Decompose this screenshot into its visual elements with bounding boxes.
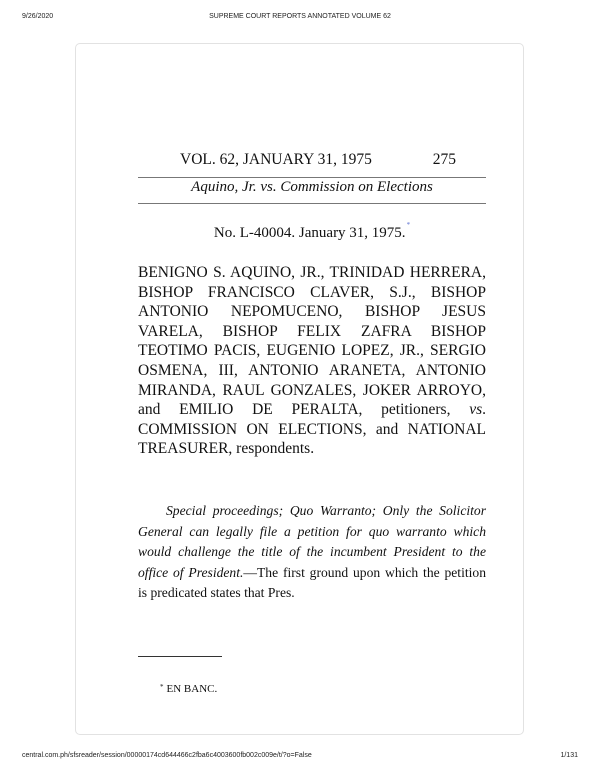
footnote: [160, 683, 217, 695]
syllabus-headnote: Special proceedings; Quo Warranto; Only the Solicitor General can legally file a petition for quo warranto which would challenge the title of the incumbent President to the office of President.: [138, 503, 486, 580]
parties-respondents: . COMMISSION ON ELECTIONS, and NATIONAL TREASURER, respondents.: [138, 401, 486, 458]
syllabus-paragraph: [138, 501, 486, 604]
syllabus-text: —The first ground upon which the petition is predicated states that Pres.: [138, 564, 486, 600]
versus-label: vs: [469, 401, 483, 419]
case-title: Aquino, Jr. vs. Commission on Elections: [191, 179, 433, 195]
docket-text: No. L-40004. January 31, 1975.: [213, 225, 406, 241]
footnote-marker: *: [160, 683, 164, 691]
volume-date: VOL. 62, JANUARY 31, 1975: [180, 151, 372, 168]
header-rule-bottom: [138, 203, 486, 204]
header-rule-top: [138, 177, 486, 178]
docket-number: [138, 221, 486, 242]
parties-petitioners: BENIGNO S. AQUINO, JR., TRINIDAD HERRERA, BISHOP FRANCISCO CLAVER, S.J., BISHOP ANTONIO NEPOMUCENO, BISHOP JESUS VARELA, BISHOP FELIX ZAFRA BISHOP TEOTIMO PACIS, EUGENIO LOPEZ, JR., SERGIO OSMENA, III, ANTONIO ARANETA, ANTONIO MIRANDA, RAUL GONZALES, JOKER ARROYO, and EMILIO DE PERALTA, petitioners,: [138, 264, 486, 419]
case-parties: [138, 263, 486, 459]
print-header-title: SUPREME COURT REPORTS ANNOTATED VOLUME 62: [209, 13, 391, 20]
footnote-rule: [138, 656, 222, 657]
footnote-link[interactable]: *: [406, 221, 411, 229]
footnote-text: EN BANC.: [166, 683, 218, 695]
page-number: 275: [432, 151, 456, 168]
print-url: central.com.ph/sfsreader/session/00000174cd644466c2fba6c4003600fb002c009e/t/?o=False: [22, 752, 312, 759]
running-head: [168, 151, 456, 169]
print-page-indicator: 1/131: [560, 752, 578, 759]
print-date: 9/26/2020: [22, 13, 54, 20]
